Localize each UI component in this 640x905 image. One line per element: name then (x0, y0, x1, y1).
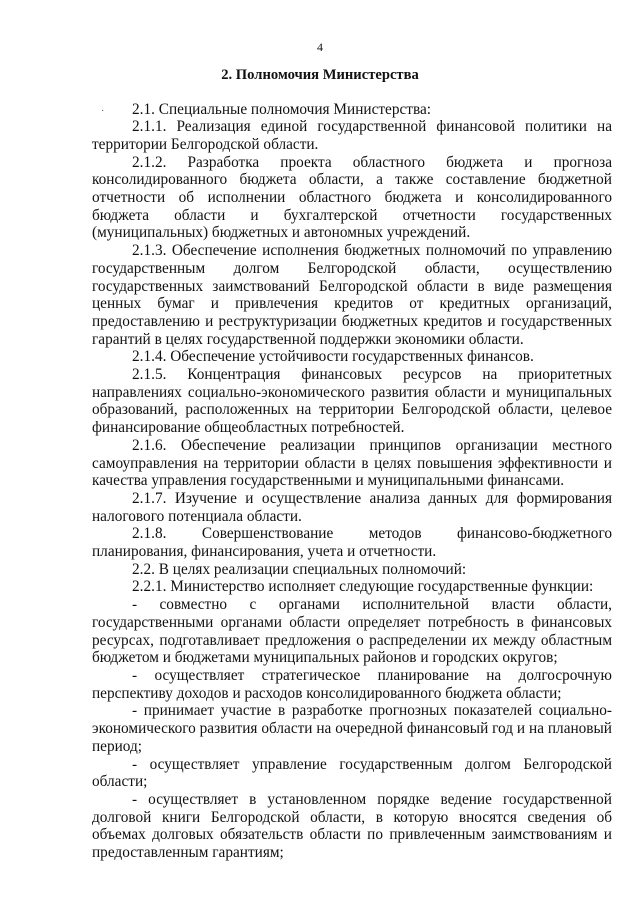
paragraph-2-2: 2.2. В целях реализации специальных полномочий: (132, 560, 467, 578)
page-number: 4 (317, 40, 323, 54)
section-heading: 2. Полномочия Министерства (221, 67, 419, 83)
body-text (92, 101, 612, 862)
paragraph-2-1-2: 2.1.2. Разработка проекта областного бюджета и прогноза консолидированного бюджета области, а также составление бюджетной отчетности об исполнении областного бюджета и консолидированного бюджета области и бухгалтерской отчетности государственных (муниципальных) бюджетных и автономных учреждений. (92, 153, 612, 242)
list-item-forecast-indicators: - принимает участие в разработке прогнозных показателей социально-экономического развития области на очередной финансовый год и на плановый период; (92, 702, 612, 755)
paragraph-2-1: 2.1. Специальные полномочия Министерства: (132, 100, 432, 118)
paragraph-2-1-8: 2.1.8. Совершенствование методов финансово-бюджетного планирования, финансирования, учета и отчетности. (92, 525, 612, 561)
paragraph-2-2-1: 2.2.1. Министерство исполняет следующие государственные функции: (132, 578, 594, 596)
paragraph-2-1-6: 2.1.6. Обеспечение реализации принципов организации местного самоуправления на территории области в целях повышения эффективности и качества управления государственными и муниципальными финансами. (92, 436, 612, 490)
list-item-financial-resources: - совместно с органами исполнительной власти области, государственными органами области определяет потребность в финансовых ресурсах, подготавливает предложения о распределении их между областным бюджетом и бюджетами муниципальных районов и городских округов; (92, 596, 612, 667)
paragraph-2-1-3: 2.1.3. Обеспечение исполнения бюджетных полномочий по управлению государственным долгом Белгородской области, осуществлению государственных заимствований Белгородской области в виде размещения ценных бумаг и привлечения кредитов от кредитных организаций, предоставлению и реструктуризации бюджетных кредитов и государственных гарантий в целях государственной поддержки экономики области. (92, 242, 612, 348)
margin-mark: · (101, 106, 105, 117)
list-item-debt-management: - осуществляет управление государственным долгом Белгородской области; (92, 755, 612, 791)
paragraph-2-1-4: 2.1.4. Обеспечение устойчивости государственных финансов. (132, 348, 534, 366)
paragraph-2-1-1: 2.1.1. Реализация единой государственной финансовой политики на территории Белгородской области. (92, 118, 612, 153)
list-item-debt-book: - осуществляет в установленном порядке ведение государственной долговой книги Белгородской области, в которую вносятся сведения об объемах долговых обязательств области по привлеченным заимствованиям и предоставленным гарантиям; (92, 790, 612, 862)
paragraph-2-1-5: 2.1.5. Концентрация финансовых ресурсов на приоритетных направлениях социально-экономического развития области и муниципальных образований, расположенных на территории Белгородской области, целевое финансирование общеобластных потребностей. (92, 366, 612, 437)
list-item-strategic-planning: - осуществляет стратегическое планирование на долгосрочную перспективу доходов и расходов консолидированного бюджета области; (92, 667, 612, 702)
paragraph-2-1-7: 2.1.7. Изучение и осуществление анализа данных для формирования налогового потенциала области. (92, 489, 612, 525)
